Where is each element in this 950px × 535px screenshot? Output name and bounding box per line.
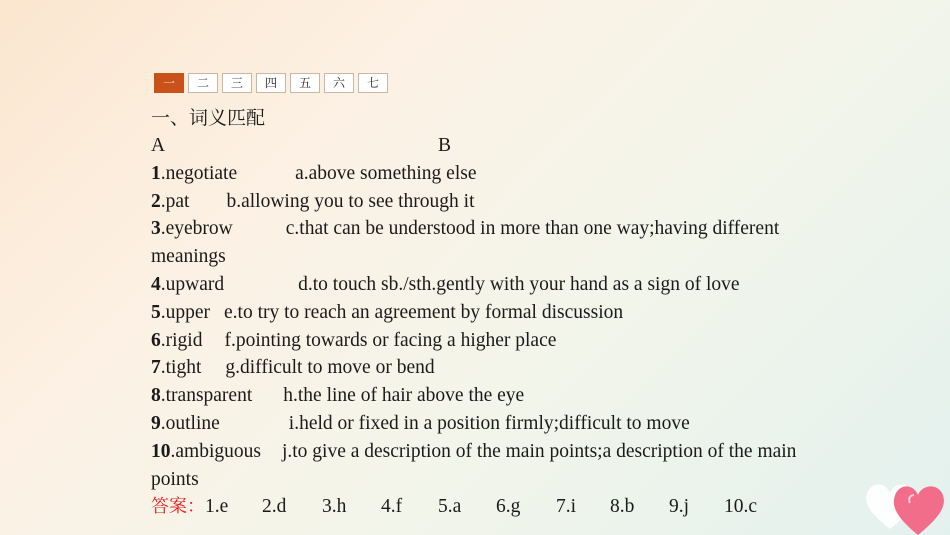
answer-item: 6.g	[496, 496, 521, 518]
section-heading: 一、词义匹配	[151, 107, 266, 129]
tab-4[interactable]: 四	[256, 73, 286, 93]
item-number: 8	[151, 385, 161, 407]
column-a-header: A	[151, 135, 166, 156]
item-definition: j.to give a description of the main points;a description of the main points	[151, 440, 797, 490]
section-tabs	[154, 73, 388, 93]
item-number: 3	[151, 218, 161, 240]
item-word: .eyebrow	[160, 218, 233, 240]
item-number: 2	[151, 190, 161, 212]
item-word: .rigid	[160, 329, 203, 351]
vocab-item	[151, 327, 811, 355]
vocab-item	[151, 382, 811, 410]
item-definition: e.to try to reach an agreement by formal discussion	[224, 301, 624, 323]
answer-label: 答案：	[151, 496, 205, 518]
tab-2[interactable]: 二	[188, 73, 218, 93]
item-word: .transparent	[160, 385, 253, 407]
tab-1[interactable]: 一	[154, 73, 184, 93]
vocab-item	[151, 188, 811, 216]
tab-3[interactable]: 三	[222, 73, 252, 93]
answer-item: 2.d	[262, 496, 287, 518]
tab-6[interactable]: 六	[324, 73, 354, 93]
answer-item: 9.j	[669, 496, 690, 518]
item-word: .outline	[160, 412, 220, 434]
vocab-item	[151, 438, 811, 494]
item-definition: c.that can be understood in more than one way;having different meanings	[151, 218, 780, 268]
column-b-header: B	[438, 135, 452, 156]
item-definition: a.above something else	[295, 162, 477, 184]
item-word: .pat	[160, 190, 190, 212]
item-number: 10	[151, 440, 171, 462]
item-definition: h.the line of hair above the eye	[283, 385, 525, 407]
exercise-content	[151, 104, 811, 521]
vocab-item	[151, 160, 811, 188]
answer-item: 10.c	[724, 496, 758, 518]
tab-7[interactable]: 七	[358, 73, 388, 93]
item-number: 4	[151, 273, 161, 295]
item-definition: i.held or fixed in a position firmly;difficult to move	[288, 412, 690, 434]
answer-item: 4.f	[381, 496, 403, 518]
item-definition: g.difficult to move or bend	[225, 357, 435, 379]
answer-item: 1.e	[205, 496, 229, 518]
item-definition: d.to touch sb./sth.gently with your hand as a sign of love	[298, 273, 740, 295]
answer-item: 7.i	[556, 496, 577, 518]
item-number: 6	[151, 329, 161, 351]
item-definition: b.allowing you to see through it	[226, 190, 475, 212]
item-word: .tight	[160, 357, 202, 379]
vocab-item	[151, 271, 811, 299]
item-definition: f.pointing towards or facing a higher place	[224, 329, 557, 351]
answer-item: 8.b	[610, 496, 635, 518]
item-word: .ambiguous	[170, 440, 261, 462]
item-number: 1	[151, 162, 161, 184]
vocab-item	[151, 215, 811, 271]
vocab-item	[151, 354, 811, 382]
vocab-item	[151, 299, 811, 327]
item-number: 7	[151, 357, 161, 379]
answer-item: 5.a	[438, 496, 462, 518]
item-word: .negotiate	[160, 162, 238, 184]
vocab-item	[151, 410, 811, 438]
item-word: .upward	[160, 273, 225, 295]
answer-item: 3.h	[322, 496, 347, 518]
tab-5[interactable]: 五	[290, 73, 320, 93]
item-number: 5	[151, 301, 161, 323]
hearts-decoration-icon	[860, 465, 950, 535]
item-word: .upper	[160, 301, 211, 323]
column-headers	[151, 132, 811, 160]
answer-row	[151, 493, 811, 521]
item-number: 9	[151, 412, 161, 434]
